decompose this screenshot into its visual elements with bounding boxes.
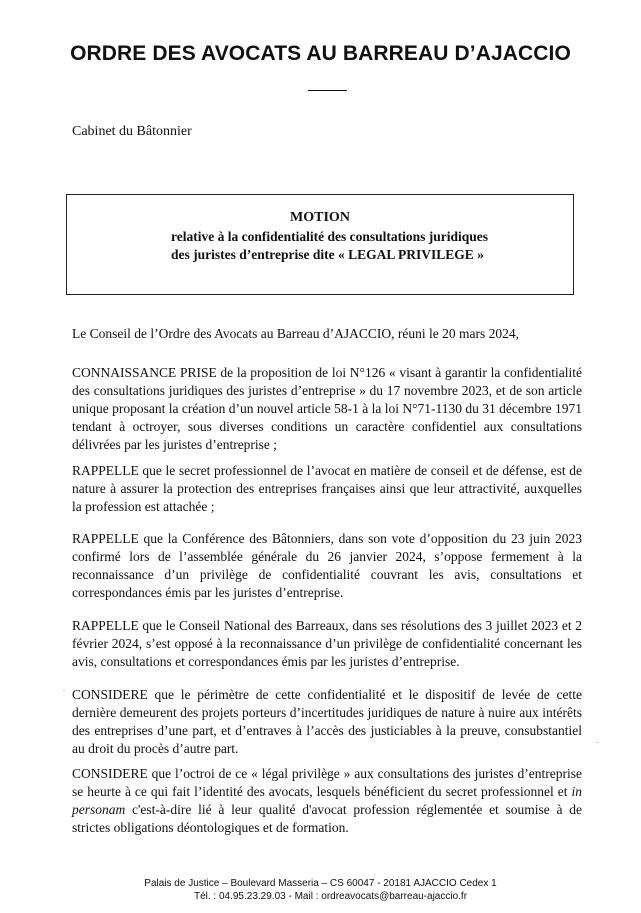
scan-speck: . bbox=[596, 736, 598, 745]
footer-address bbox=[0, 877, 641, 903]
italic-term: in personam bbox=[72, 784, 582, 817]
motion-subtitle-line2: des juristes d’entreprise dite « LEGAL PRIVILEGE » bbox=[171, 247, 484, 262]
page-title: ORDRE DES AVOCATS AU BARREAU D’AJACCIO bbox=[70, 42, 571, 65]
paragraph-rappelle-secret: RAPPELLE que le secret professionnel de l’avocat en matière de conseil et de défense, est de nature à assurer la protection des entreprises françaises ainsi que leur attractivité, auxquelles la profession est attachée ; bbox=[72, 463, 582, 514]
motion-box bbox=[66, 194, 574, 295]
paragraph-considere-perimetre: CONSIDERE que le périmètre de cette confidentialité et le dispositif de levée de cette dernière demeurent des projets porteurs d’incertitudes juridiques de nature à nuire aux intérêts des entreprises d’une part, et d’entraves à l’accès des justiciables à la preuve, consubstantiel au droit du procès d’autre part. bbox=[72, 687, 582, 756]
paragraph-rappelle-cnb: RAPPELLE que le Conseil National des Barreaux, dans ses résolutions des 3 juillet 2023 et 2 février 2024, s’est opposé à la reconnaissance d’un privilège de confidentialité concernant les avis, consultations et correspondances émis par les juristes d’entreprise. bbox=[72, 618, 582, 669]
paragraph-connaissance-prise: CONNAISSANCE PRISE de la proposition de loi N°126 « visant à garantir la confidentialité des consultations juridiques des juristes d’entreprise » du 17 novembre 2023, et de son article unique proposant la création d’un nouvel article 58-1 à la loi N°71-1130 du 31 décembre 1971 tendant à octroyer, sous diverses conditions un caractère confidentiel aux consultations délivrées par les juristes d’entreprise ; bbox=[72, 365, 582, 452]
paragraph-considere-octroi bbox=[72, 765, 582, 837]
paragraph-rappelle-conference: RAPPELLE que la Conférence des Bâtonniers, dans son vote d’opposition du 23 juin 2023 confirmé lors de l’assemblée générale du 26 janvier 2024, s’oppose fermement à la reconnaissance d’un privilège de confidentialité couvrant les avis, consultations et correspondances émis par les juristes d’entreprise. bbox=[72, 531, 582, 600]
sender-label: Cabinet du Bâtonnier bbox=[72, 124, 192, 139]
motion-subtitle-line1: relative à la confidentialité des consultations juridiques bbox=[171, 229, 489, 244]
motion-title: MOTION bbox=[290, 210, 350, 225]
paragraph-text-segment: c'est-à-dire lié à leur qualité d'avocat profession réglementée et soumise à de strictes obligations déontologiques et de formation. bbox=[72, 802, 582, 835]
footer-address-line: Palais de Justice – Boulevard Masseria – CS 60047 - 20181 AJACCIO Cedex 1 bbox=[144, 878, 497, 889]
title-underline-divider bbox=[308, 90, 347, 91]
intro-paragraph: Le Conseil de l’Ordre des Avocats au Barreau d’AJACCIO, réuni le 20 mars 2024, bbox=[72, 326, 520, 341]
paragraph-text-segment: CONSIDERE que l’octroi de ce « légal privilège » aux consultations des juristes d’entreprise se heurte à ce qui fait l’identité des avocats, lesquels bénéficient du secret professionnel et bbox=[72, 766, 582, 799]
scan-speck: . bbox=[63, 684, 65, 693]
footer-contact-line: Tél. : 04.95.23.29.03 - Mail : ordreavocats@barreau-ajaccio.fr bbox=[193, 891, 468, 902]
